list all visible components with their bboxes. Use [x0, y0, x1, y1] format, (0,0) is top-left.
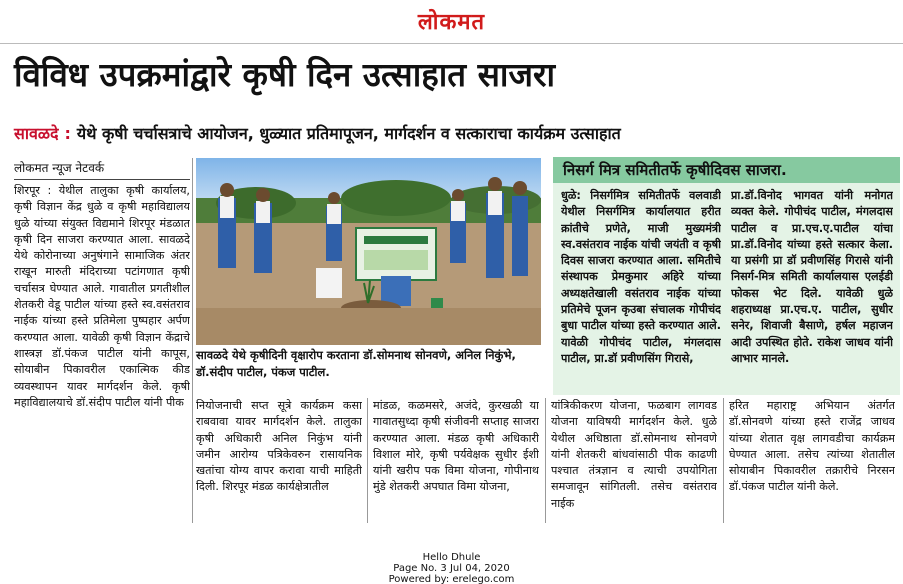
masthead-logo[interactable]: लोकमत	[417, 9, 486, 35]
article-column-4: यांत्रिकीकरण योजना, फळबाग लागवड योजना याविषयी मार्गदर्शन केले. धुळे येथील अधिष्ठाता डॉ.सोमनाथ सोनवणे यांनी शेतकरी बांधवांसाठी पीक काढणी पश्चात तंत्रज्ञान व त्याची उपयोगिता समजावून सांगितली. तसेच वसंतराव नाईक	[551, 399, 717, 510]
sidebar-column-1: धुळे: निसर्गमित्र समितीतर्फे वलवाडी येथील निसर्गमित्र कार्यालयात हरीत क्रांतीचे प्रणेते, माजी मुख्यमंत्री स्व.वसंतराव नाईक यांची जयंती व कृषी दिवस साजरा करण्यात आला. समितीचे संस्थापक प्रेमकुमार अहिरे यांच्या अध्यक्षतेखाली वसंतराव नाईक यांच्या प्रतिमेचे पूजन कृउबा संचालक गोपीचंद बुधा पाटील यांच्या हस्ते करण्यात आले. यावेळी गोपीचंद पाटील, मंगलदास पाटील, प्रा.डॉ प्रवीणसिंग गिरासे,	[561, 189, 721, 365]
subhead-location: सावळदे	[14, 124, 59, 143]
photo-caption: सावळदे येथे कृषीदिनी वृक्षारोप करताना डॉ.सोमनाथ सोनवणे, अनिल निकुंभे, डॉ.संदीप पाटील, पंकज पाटील.	[196, 348, 516, 379]
article-column-1: शिरपूर : येथील तालुका कृषी कार्यालय, कृषी विज्ञान केंद्र धुळे व कृषी महाविद्यालय धुळे यांच्या संयुक्त विद्यमाने शिरपूर मंडळात कृषी दिन साजरा करण्यात आला. सावळदे येथे कोरोनाच्या अनुषंगाने सामाजिक अंतर राखून मारुती मंदिराच्या पटांगणात कृषी चर्चासत्र घेण्यात आले. गावातील प्रगतीशील शेतकरी वेडू पाटील यांच्या हस्ते स्व.वसंतराव नाईक यांच्या हस्ते प्रतिमेला पुष्पहार अर्पण करण्यात आला. यावेळी कृषी विज्ञान केंद्राचे शास्त्रज्ञ डॉ.पंकज पाटील यांनी कापूस, सोयाबीन पिकावरील एकात्मिक कीड व्यवस्थापन यावर मार्गदर्शन केले. कृषी महाविद्यालयाचे डॉ.संदीप पाटील यांनी पीक	[14, 184, 190, 409]
column-divider	[545, 398, 546, 523]
photo-illustration	[196, 158, 541, 345]
byline: लोकमत न्यूज नेटवर्क	[14, 159, 190, 180]
sidebar-story	[553, 157, 900, 395]
sidebar-heading: निसर्ग मित्र समितीतर्फे कृषीदिवस साजरा.	[553, 157, 900, 183]
footer-edition: Hello Dhule	[422, 552, 481, 563]
footer-powered[interactable]: Powered by: erelego.com	[388, 574, 515, 584]
column-divider	[367, 398, 368, 523]
subheadline	[14, 119, 894, 149]
page-footer	[0, 552, 903, 584]
column-divider	[192, 158, 193, 523]
article-photo[interactable]	[196, 158, 541, 345]
article-column-2: नियोजनाची सप्त सूत्रे कार्यक्रम कसा राबवावा यावर मार्गदर्शन केले. तालुका कृषी अधिकारी अनिल निकुंभ यांनी जमीन आरोग्य पत्रिकेवरुन रासायनिक खतांचा योग्य वापर करावा याची माहिती दिली. शिरपूर मंडळ कार्यक्षेत्रातील	[196, 399, 362, 494]
article-column-5: हरित महाराष्ट्र अभियान अंतर्गत डॉ.सोनवणे यांच्या हस्ते राजेंद्र जाधव यांच्या शेतात वृक्ष लागवडीचा कार्यक्रम घेण्यात आला. तसेच त्यांच्या शेतातील सोयाबीन पिकावरील तक्रारीचे निरसन डॉ.पंकज पाटील यांनी केले.	[729, 399, 895, 494]
column-divider	[723, 398, 724, 523]
subhead-separator: :	[64, 124, 71, 143]
subhead-text: येथे कृषी चर्चासत्राचे आयोजन, धुळ्यात प्रतिमापूजन, मार्गदर्शन व सत्काराचा कार्यक्रम उत्साहात	[76, 124, 621, 143]
footer-page-info: Page No. 3 Jul 04, 2020	[393, 563, 510, 574]
sidebar-column-2: प्रा.डॉ.विनोद भागवत यांनी मनोगत व्यक्त केले. गोपीचंद पाटील, मंगलदास पाटील व प्रा.एच.ए.पाटील यांचा प्रा.डॉ.विनोद यांच्या हस्ते सत्कार केला. या प्रसंगी प्रा डॉ प्रवीणसिंह गिरासे यांनी निसर्ग-मित्र समिती कार्यालयास एलईडी फोकस भेट दिले. यावेळी धुळे शहराध्यक्ष प्रा.एच.ए. पाटील, सुधीर सनेर, शिवाजी बैसाणे, हर्षल महाजन आदी उपस्थित होते. राकेश जाधव यांनी आभार मानले.	[731, 189, 893, 365]
divider	[0, 43, 903, 44]
article-column-3: मांडळ, कळमसरे, अजंदे, कुरखळी या गावातसुध्दा कृषी संजीवनी सप्ताह साजरा करण्यात आला. मंडळ कृषी अधिकारी विशाल मोरे, कृषी पर्यवेक्षक सुधीर ईशी यांनी खरीप पक विमा योजना, गोपीनाथ मुंडे शेतकरी अपघात विमा योजना,	[373, 399, 539, 494]
headline: विविध उपक्रमांद्वारे कृषी दिन उत्साहात साजरा	[14, 55, 555, 94]
